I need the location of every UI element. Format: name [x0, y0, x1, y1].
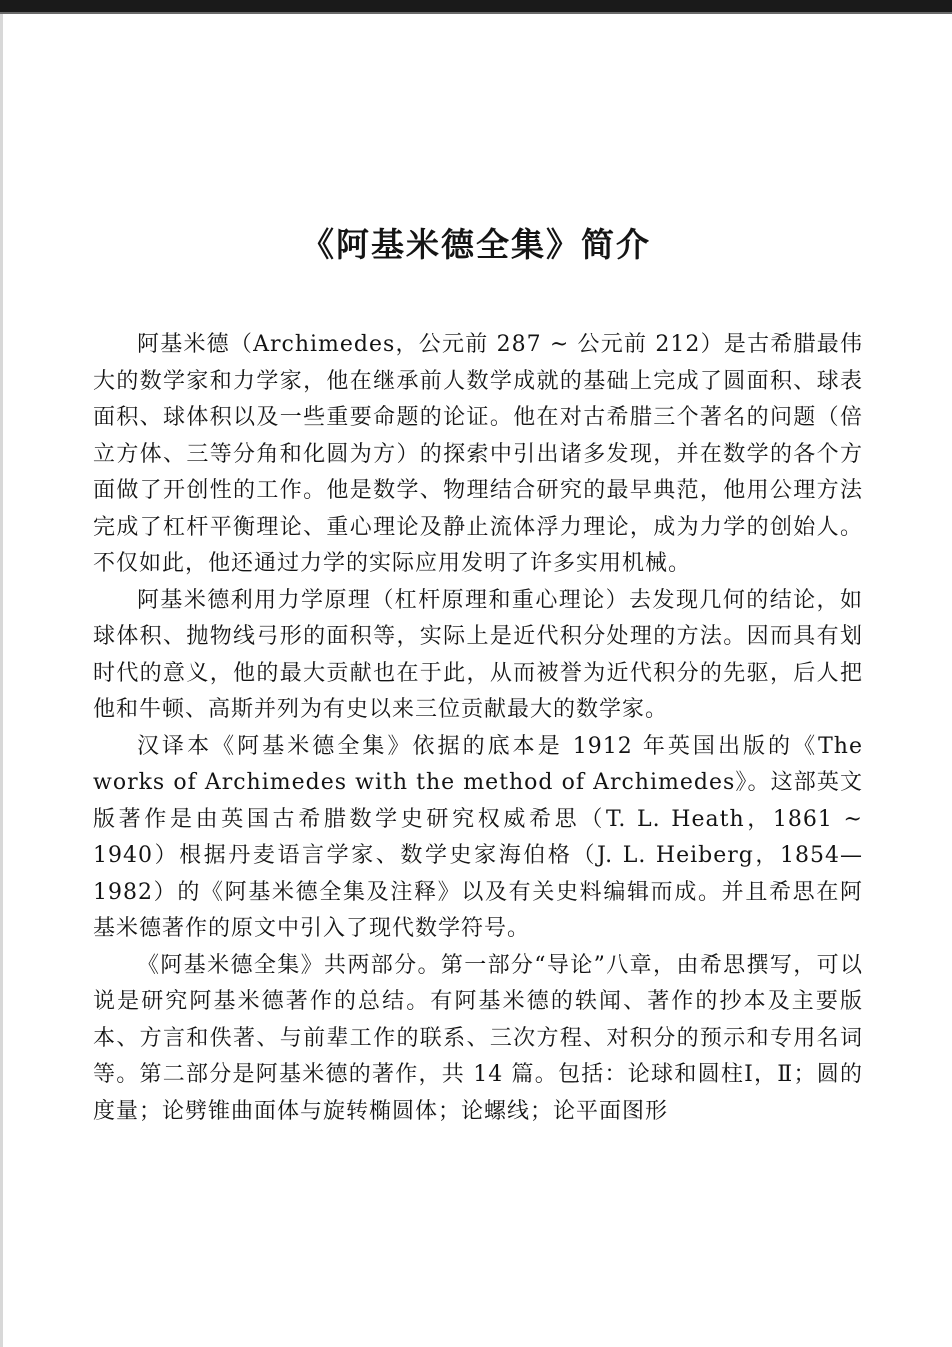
- body-text: [93, 327, 863, 1130]
- paragraph-mechanics-method: 阿基米德利用力学原理（杠杆原理和重心理论）去发现几何的结论，如球体积、抛物线弓形的面积等，实际上是近代积分处理的方法。因而具有划时代的意义，他的最大贡献也在于此，从而被誉为近代积分的先驱，后人把他和牛顿、高斯并列为有史以来三位贡献最大的数学家。: [93, 587, 863, 722]
- page-title: 《阿基米德全集》简介: [301, 225, 651, 264]
- paragraph-translation-source: 汉译本《阿基米德全集》依据的底本是 1912 年英国出版的《The works of Archimedes with the method of Archimedes》。这部英文版著作是由英国古希腊数学史研究权威希思（T. L. Heath，1861 ~ 1940）根据丹麦语言学家、数学史家海伯格（J. L. Heiberg，1854—1982）的《阿基米德全集及注释》以及有关史料编辑而成。并且希思在阿基米德著作的原文中引入了现代数学符号。: [93, 733, 863, 941]
- paragraph-contents: 《阿基米德全集》共两部分。第一部分“导论”八章，由希思撰写，可以说是研究阿基米德著作的总结。有阿基米德的轶闻、著作的抄本及主要版本、方言和佚著、与前辈工作的联系、三次方程、对积分的预示和专用名词等。第二部分是阿基米德的著作，共 14 篇。包括：论球和圆柱Ⅰ，Ⅱ；圆的度量；论劈锥曲面体与旋转椭圆体；论螺线；论平面图形: [93, 952, 863, 1124]
- top-border-shadow: [0, 12, 952, 14]
- top-border-rule: [0, 0, 952, 12]
- page-left-edge: [0, 14, 3, 1347]
- paragraph-intro: 阿基米德（Archimedes，公元前 287 ~ 公元前 212）是古希腊最伟大的数学家和力学家，他在继承前人数学成就的基础上完成了圆面积、球表面积、球体积以及一些重要命题的论证。他在对古希腊三个著名的问题（倍立方体、三等分角和化圆为方）的探索中引出诸多发现，并在数学的各个方面做了开创性的工作。他是数学、物理结合研究的最早典范，他用公理方法完成了杠杆平衡理论、重心理论及静止流体浮力理论，成为力学的创始人。不仅如此，他还通过力学的实际应用发明了许多实用机械。: [93, 332, 863, 576]
